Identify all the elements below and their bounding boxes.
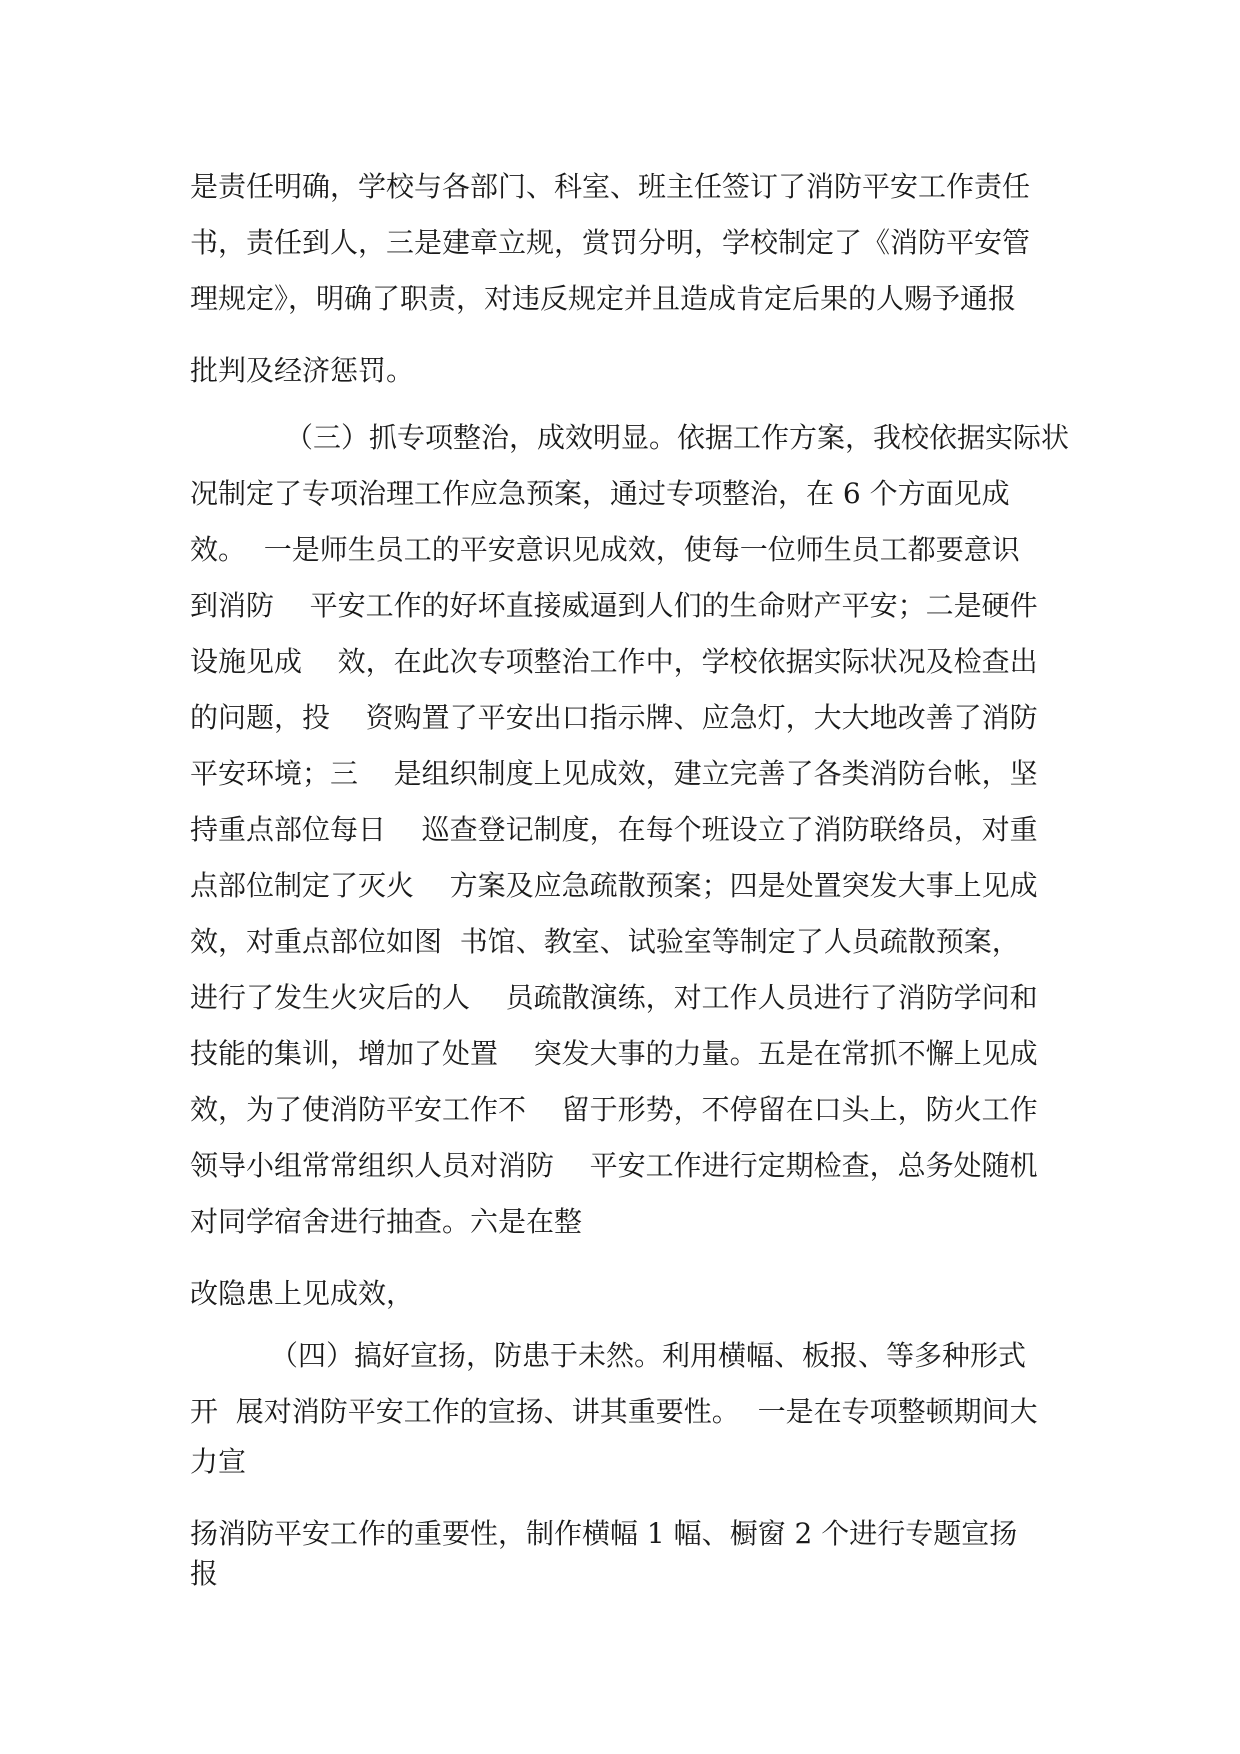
text-line: 效，为了使消防平安工作不 留于形势，不停留在口头上，防火工作 xyxy=(190,1093,1038,1126)
text-line: 对同学宿舍进行抽查。六是在整 xyxy=(190,1205,583,1238)
section-heading-line: （三）抓专项整治，成效明显。依据工作方案，我校依据实际状 xyxy=(285,421,1070,454)
text-line: 到消防 平安工作的好坏直接威逼到人们的生命财产平安；二是硬件 xyxy=(190,589,1038,622)
text-line: 改隐患上见成效， xyxy=(190,1277,415,1310)
text-line: 批判及经济惩罚。 xyxy=(190,354,415,387)
text-line: 技能的集训，增加了处置 突发大事的力量。五是在常抓不懈上见成 xyxy=(190,1037,1038,1070)
text-line: 书，责任到人，三是建章立规，赏罚分明，学校制定了《消防平安管 xyxy=(190,226,1031,259)
text-line: 平安环境；三 是组织制度上见成效，建立完善了各类消防台帐，坚 xyxy=(190,757,1038,790)
text-line: 效，对重点部位如图 书馆、教室、试验室等制定了人员疏散预案， xyxy=(190,925,1020,958)
text-line: 的问题，投 资购置了平安出口指示牌、应急灯，大大地改善了消防 xyxy=(190,701,1038,734)
text-line: 扬消防平安工作的重要性，制作横幅 1 幅、橱窗 2 个进行专题宣扬 xyxy=(190,1517,1018,1550)
text-line: 况制定了专项治理工作应急预案，通过专项整治，在 6 个方面见成 xyxy=(190,477,1010,510)
text-line: 设施见成 效，在此次专项整治工作中，学校依据实际状况及检查出 xyxy=(190,645,1038,678)
text-line: 持重点部位每日 巡查登记制度，在每个班设立了消防联络员，对重 xyxy=(190,813,1038,846)
text-line: 是责任明确，学校与各部门、科室、班主任签订了消防平安工作责任 xyxy=(190,170,1031,203)
text-line: 领导小组常常组织人员对消防 平安工作进行定期检查，总务处随机 xyxy=(190,1149,1038,1182)
text-line: 效。 一是师生员工的平安意识见成效，使每一位师生员工都要意识 xyxy=(190,533,1020,566)
text-line: 点部位制定了灭火 方案及应急疏散预案；四是处置突发大事上见成 xyxy=(190,869,1038,902)
text-line: 报 xyxy=(190,1557,219,1590)
section-heading-line: （四）搞好宣扬，防患于未然。利用横幅、板报、等多种形式 xyxy=(270,1339,1027,1372)
text-line: 开 展对消防平安工作的宣扬、讲其重要性。 一是在专项整顿期间大 xyxy=(190,1395,1038,1428)
text-line: 力宣 xyxy=(190,1445,247,1478)
text-line: 理规定》，明确了职责，对违反规定并且造成肯定后果的人赐予通报 xyxy=(190,282,1017,315)
text-line: 进行了发生火灾后的人 员疏散演练，对工作人员进行了消防学问和 xyxy=(190,981,1038,1014)
